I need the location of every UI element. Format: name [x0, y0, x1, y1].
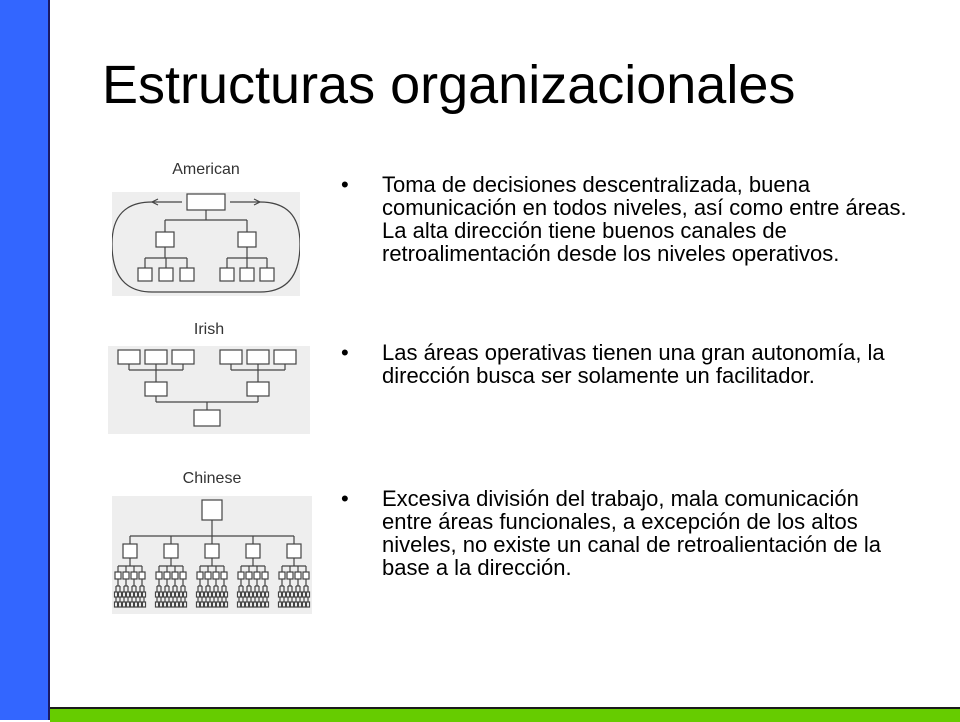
bullet-marker: • [341, 172, 349, 197]
diagram-label-american: American [112, 159, 300, 181]
bullet-marker: • [341, 340, 349, 365]
bullet-chinese [341, 487, 911, 579]
chinese-org-chart-graphic [112, 496, 312, 614]
bullet-american [341, 173, 911, 265]
bullet-irish [341, 341, 911, 387]
chinese-org-diagram [112, 470, 312, 614]
left-accent-bar [0, 0, 50, 720]
diagram-label-irish: Irish [108, 320, 310, 340]
bullet-marker: • [341, 486, 349, 511]
american-org-chart-graphic [112, 192, 300, 296]
bullet-text: Excesiva división del trabajo, mala comunicación entre áreas funcionales, a excepción de los altos niveles, no existe un canal de retroalientación de la base a la dirección. [382, 486, 881, 580]
bullet-text: Las áreas operativas tienen una gran autonomía, la dirección busca ser solamente un facilitador. [382, 340, 885, 388]
bullet-text: Toma de decisiones descentralizada, buena comunicación en todos niveles, así como entre áreas. La alta dirección tiene buenos canales de retroalimentación desde los niveles operativos. [382, 172, 907, 266]
diagram-label-chinese: Chinese [112, 468, 312, 490]
american-org-diagram [112, 161, 300, 296]
irish-org-diagram [108, 321, 310, 434]
irish-org-chart-graphic [108, 346, 310, 434]
slide-title: Estructuras organizacionales [102, 55, 796, 115]
